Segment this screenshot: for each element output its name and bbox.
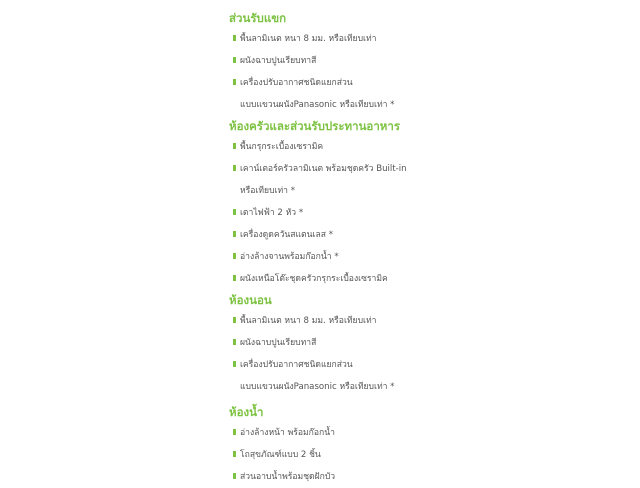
bullet-icon bbox=[233, 79, 236, 85]
list-item: อ่างล้างจานพร้อมก๊อกน้ำ * bbox=[229, 246, 609, 268]
section-title-kitchen: ห้องครัวและส่วนรับประทานอาหาร bbox=[229, 119, 401, 133]
list-item: เครื่องปรับอากาศชนิดแยกส่วน bbox=[229, 72, 609, 94]
bullet-icon bbox=[233, 209, 236, 215]
bullet-icon bbox=[233, 57, 236, 63]
bullet-icon bbox=[233, 317, 236, 323]
section-title-bathroom: ห้องน้ำ bbox=[229, 405, 264, 419]
bullet-icon bbox=[233, 473, 236, 479]
list-item: ผนังเหนือโต๊ะชุดครัวกรุกระเบื้องเซรามิค bbox=[229, 268, 609, 290]
list-item: โถสุขภัณฑ์แบบ 2 ชิ้น bbox=[229, 444, 609, 466]
bullet-icon bbox=[233, 275, 236, 281]
bullet-icon bbox=[233, 253, 236, 259]
bullet-icon bbox=[233, 165, 236, 171]
list-item: อ่างล้างหน้า พร้อมก๊อกน้ำ bbox=[229, 422, 609, 444]
bullet-icon bbox=[233, 339, 236, 345]
list-item: พื้นกรุกระเบื้องเซรามิค bbox=[229, 136, 609, 158]
section-title-bedroom: ห้องนอน bbox=[229, 293, 272, 307]
list-item-continuation: แบบแขวนผนังPanasonic หรือเทียบเท่า * bbox=[240, 100, 395, 110]
section-title-living: ส่วนรับแขก bbox=[229, 11, 287, 25]
list-item: เครื่องดูดควันสแตนเลส * bbox=[229, 224, 609, 246]
list-item: ส่วนอาบน้ำพร้อมชุดฝักบัว bbox=[229, 466, 609, 488]
list-item: ผนังฉาบปูนเรียบทาสี bbox=[229, 332, 609, 354]
bullet-icon bbox=[233, 429, 236, 435]
bullet-icon bbox=[233, 143, 236, 149]
list-item: เครื่องปรับอากาศชนิดแยกส่วน bbox=[229, 354, 609, 376]
list-item: พื้นลามิเนต หนา 8 มม. หรือเทียบเท่า bbox=[229, 28, 609, 50]
list-item: พื้นลามิเนต หนา 8 มม. หรือเทียบเท่า bbox=[229, 310, 609, 332]
bullet-icon bbox=[233, 451, 236, 457]
list-item: เคาน์เตอร์ครัวลามิเนต พร้อมชุดครัว Built-in bbox=[229, 158, 609, 180]
bullet-icon bbox=[233, 361, 236, 367]
bullet-icon bbox=[233, 231, 236, 237]
list-item: เตาไฟฟ้า 2 หัว * bbox=[229, 202, 609, 224]
list-item-continuation: หรือเทียบเท่า * bbox=[240, 186, 295, 196]
spec-document bbox=[229, 8, 609, 488]
bullet-icon bbox=[233, 35, 236, 41]
list-item: ผนังฉาบปูนเรียบทาสี bbox=[229, 50, 609, 72]
list-item-continuation: แบบแขวนผนังPanasonic หรือเทียบเท่า * bbox=[240, 382, 395, 392]
